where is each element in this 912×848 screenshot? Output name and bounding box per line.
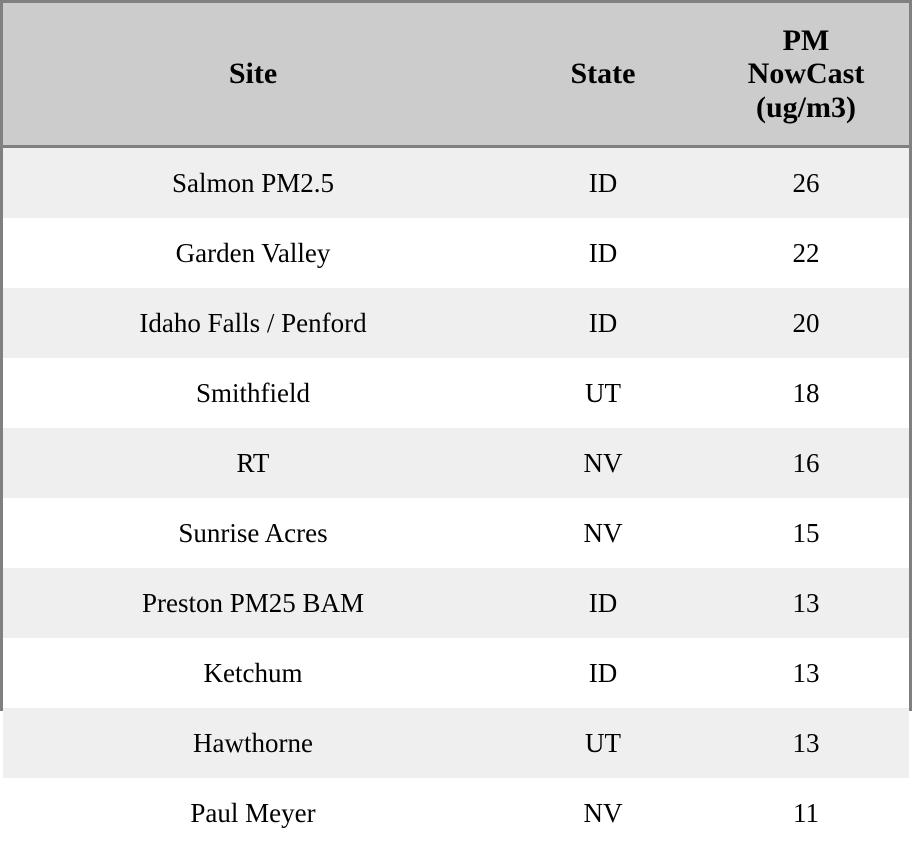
cell-value: 20 <box>703 288 909 358</box>
cell-site: Paul Meyer <box>3 778 503 848</box>
cell-state: NV <box>503 778 703 848</box>
column-header-site: Site <box>3 3 503 147</box>
table-row <box>3 218 909 288</box>
cell-state: ID <box>503 288 703 358</box>
table-row <box>3 358 909 428</box>
air-quality-table <box>3 3 909 848</box>
table-row <box>3 638 909 708</box>
table-row <box>3 428 909 498</box>
cell-site: Sunrise Acres <box>3 498 503 568</box>
column-header-pm-nowcast-line1: PM <box>783 24 830 57</box>
cell-value: 18 <box>703 358 909 428</box>
cell-state: ID <box>503 568 703 638</box>
cell-site: Smithfield <box>3 358 503 428</box>
column-header-pm-nowcast-line3: (ug/m3) <box>756 91 856 124</box>
cell-state: UT <box>503 358 703 428</box>
column-header-pm-nowcast <box>703 3 909 147</box>
cell-site: Garden Valley <box>3 218 503 288</box>
table-row <box>3 498 909 568</box>
table-row <box>3 568 909 638</box>
table-row <box>3 708 909 778</box>
cell-state: NV <box>503 498 703 568</box>
cell-value: 13 <box>703 708 909 778</box>
column-header-pm-nowcast-line2: NowCast <box>748 57 865 90</box>
table-row <box>3 288 909 358</box>
cell-state: ID <box>503 218 703 288</box>
cell-state: ID <box>503 638 703 708</box>
cell-site: Salmon PM2.5 <box>3 147 503 219</box>
cell-value: 13 <box>703 568 909 638</box>
cell-site: Preston PM25 BAM <box>3 568 503 638</box>
cell-site: Hawthorne <box>3 708 503 778</box>
table-header-row <box>3 3 909 147</box>
table-row <box>3 778 909 848</box>
cell-value: 22 <box>703 218 909 288</box>
cell-value: 15 <box>703 498 909 568</box>
cell-site: Ketchum <box>3 638 503 708</box>
cell-state: NV <box>503 428 703 498</box>
cell-value: 16 <box>703 428 909 498</box>
cell-value: 11 <box>703 778 909 848</box>
cell-site: RT <box>3 428 503 498</box>
cell-value: 26 <box>703 147 909 219</box>
table-body <box>3 147 909 848</box>
table-header <box>3 3 909 147</box>
column-header-state: State <box>503 3 703 147</box>
cell-value: 13 <box>703 638 909 708</box>
cell-state: UT <box>503 708 703 778</box>
table-row <box>3 147 909 219</box>
cell-site: Idaho Falls / Penford <box>3 288 503 358</box>
cell-state: ID <box>503 147 703 219</box>
